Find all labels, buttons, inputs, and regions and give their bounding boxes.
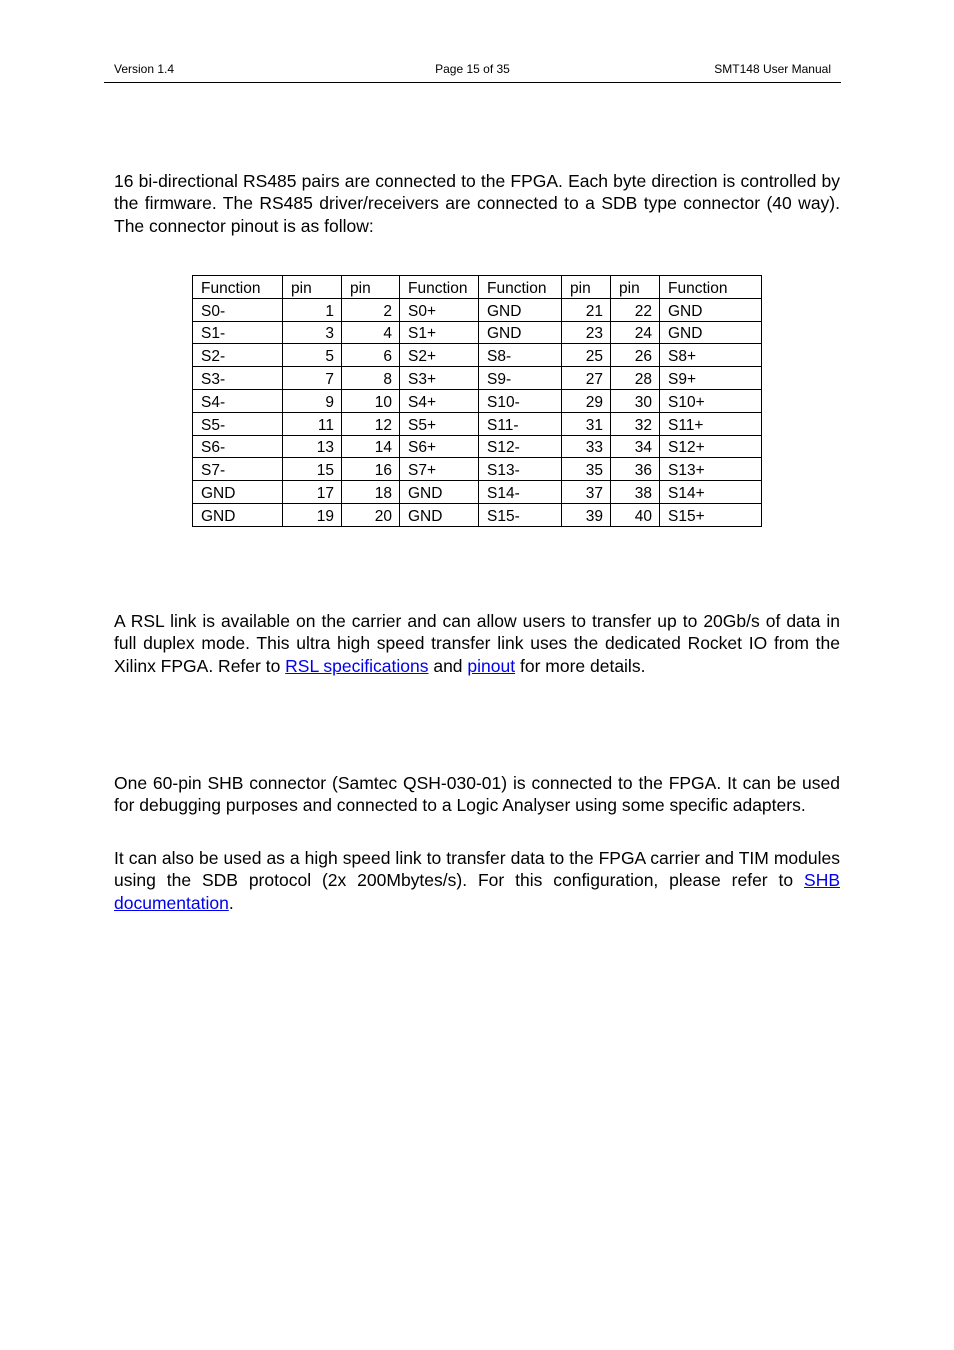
table-cell: S7-: [193, 458, 283, 481]
table-header-cell: Function: [193, 276, 283, 299]
table-header-row: [193, 276, 762, 299]
table-cell: S12-: [479, 435, 562, 458]
shb-documentation-link[interactable]: SHB documentation: [114, 870, 840, 913]
table-row: [193, 344, 762, 367]
table-cell: 17: [283, 481, 342, 504]
shb-paragraph-1: One 60-pin SHB connector (Samtec QSH-030-01) is connected to the FPGA. It can be used for debugging purposes and connected to a Logic Analyser using some specific adapters.: [114, 773, 840, 816]
table-row: [193, 389, 762, 412]
table-cell: S8-: [479, 344, 562, 367]
table-row: [193, 458, 762, 481]
document-title: SMT148 User Manual: [714, 62, 831, 76]
table-cell: 15: [283, 458, 342, 481]
table-cell: 32: [611, 412, 660, 435]
table-cell: S5+: [400, 412, 479, 435]
table-cell: S11+: [660, 412, 762, 435]
table-cell: 25: [562, 344, 611, 367]
table-cell: 10: [342, 389, 400, 412]
table-cell: S13+: [660, 458, 762, 481]
table-cell: 22: [611, 298, 660, 321]
rsl-paragraph: [114, 610, 840, 677]
table-cell: S5-: [193, 412, 283, 435]
table-cell: GND: [660, 321, 762, 344]
table-cell: S10-: [479, 389, 562, 412]
table-cell: S1-: [193, 321, 283, 344]
table-cell: 27: [562, 367, 611, 390]
table-cell: 26: [611, 344, 660, 367]
table-cell: S0+: [400, 298, 479, 321]
table-cell: 31: [562, 412, 611, 435]
table-cell: 29: [562, 389, 611, 412]
table-cell: 4: [342, 321, 400, 344]
table-cell: S15+: [660, 503, 762, 526]
table-cell: S10+: [660, 389, 762, 412]
rsl-text-end: for more details.: [515, 655, 646, 676]
table-cell: GND: [479, 298, 562, 321]
table-cell: GND: [193, 481, 283, 504]
table-row: [193, 321, 762, 344]
rsl-text: A RSL link is available on the carrier and can allow users to transfer up to 20Gb/s of data in full duplex mode. This ultra high speed transfer link uses the dedicated Rocket IO from the Xilinx FPGA. Refer to: [114, 611, 840, 676]
table-cell: 24: [611, 321, 660, 344]
rsl-specifications-link[interactable]: RSL specifications: [285, 655, 429, 676]
table-cell: S2+: [400, 344, 479, 367]
table-cell: 6: [342, 344, 400, 367]
table-row: [193, 481, 762, 504]
table-cell: GND: [660, 298, 762, 321]
pinout-table: [192, 275, 762, 527]
table-cell: 3: [283, 321, 342, 344]
table-cell: 34: [611, 435, 660, 458]
table-cell: 18: [342, 481, 400, 504]
table-cell: 1: [283, 298, 342, 321]
table-cell: 35: [562, 458, 611, 481]
table-cell: 2: [342, 298, 400, 321]
table-cell: S0-: [193, 298, 283, 321]
table-cell: S6-: [193, 435, 283, 458]
table-cell: S3-: [193, 367, 283, 390]
table-cell: 7: [283, 367, 342, 390]
table-cell: 19: [283, 503, 342, 526]
page-number: Page 15 of 35: [435, 62, 510, 76]
table-cell: GND: [400, 503, 479, 526]
table-cell: 36: [611, 458, 660, 481]
table-cell: GND: [400, 481, 479, 504]
page-header: [104, 60, 841, 83]
table-row: [193, 503, 762, 526]
table-header-cell: Function: [479, 276, 562, 299]
table-cell: S4+: [400, 389, 479, 412]
table-header-cell: pin: [611, 276, 660, 299]
rsl-text-mid: and: [428, 655, 468, 676]
table-cell: S15-: [479, 503, 562, 526]
table-cell: 5: [283, 344, 342, 367]
table-header-cell: Function: [660, 276, 762, 299]
rs485-paragraph: 16 bi-directional RS485 pairs are connected to the FPGA. Each byte direction is controlled by the firmware. The RS485 driver/receivers are connected to a SDB type connector (40 way). The connector pinout is as follow:: [114, 171, 840, 236]
table-cell: S7+: [400, 458, 479, 481]
table-cell: S3+: [400, 367, 479, 390]
table-cell: GND: [479, 321, 562, 344]
table-header-cell: pin: [342, 276, 400, 299]
table-cell: S14+: [660, 481, 762, 504]
table-cell: 30: [611, 389, 660, 412]
table-header-cell: Function: [400, 276, 479, 299]
table-cell: 39: [562, 503, 611, 526]
table-cell: S12+: [660, 435, 762, 458]
table-cell: S11-: [479, 412, 562, 435]
shb-text-end: .: [228, 892, 234, 913]
table-cell: S1+: [400, 321, 479, 344]
table-cell: S2-: [193, 344, 283, 367]
pinout-link[interactable]: pinout: [467, 655, 516, 676]
shb-text: It can also be used as a high speed link to transfer data to the FPGA carrier and TIM modules using the SDB protocol (2x 200Mbytes/s). For this configuration, please refer to: [114, 848, 840, 891]
table-row: [193, 435, 762, 458]
version-label: Version 1.4: [114, 62, 175, 76]
table-header-cell: pin: [283, 276, 342, 299]
table-cell: S6+: [400, 435, 479, 458]
table-cell: S13-: [479, 458, 562, 481]
table-cell: 12: [342, 412, 400, 435]
table-cell: 21: [562, 298, 611, 321]
table-cell: 8: [342, 367, 400, 390]
table-cell: 11: [283, 412, 342, 435]
table-cell: S8+: [660, 344, 762, 367]
table-cell: 20: [342, 503, 400, 526]
table-cell: 23: [562, 321, 611, 344]
table-cell: S9-: [479, 367, 562, 390]
table-cell: S4-: [193, 389, 283, 412]
table-cell: 33: [562, 435, 611, 458]
table-cell: S14-: [479, 481, 562, 504]
table-header-cell: pin: [562, 276, 611, 299]
table-row: [193, 412, 762, 435]
table-cell: 40: [611, 503, 660, 526]
table-cell: 13: [283, 435, 342, 458]
table-row: [193, 298, 762, 321]
table-cell: 37: [562, 481, 611, 504]
table-cell: 16: [342, 458, 400, 481]
table-cell: S9+: [660, 367, 762, 390]
table-cell: 38: [611, 481, 660, 504]
table-cell: 9: [283, 389, 342, 412]
shb-paragraph-2: [114, 847, 840, 914]
table-cell: 14: [342, 435, 400, 458]
table-row: [193, 367, 762, 390]
table-cell: 28: [611, 367, 660, 390]
table-cell: GND: [193, 503, 283, 526]
